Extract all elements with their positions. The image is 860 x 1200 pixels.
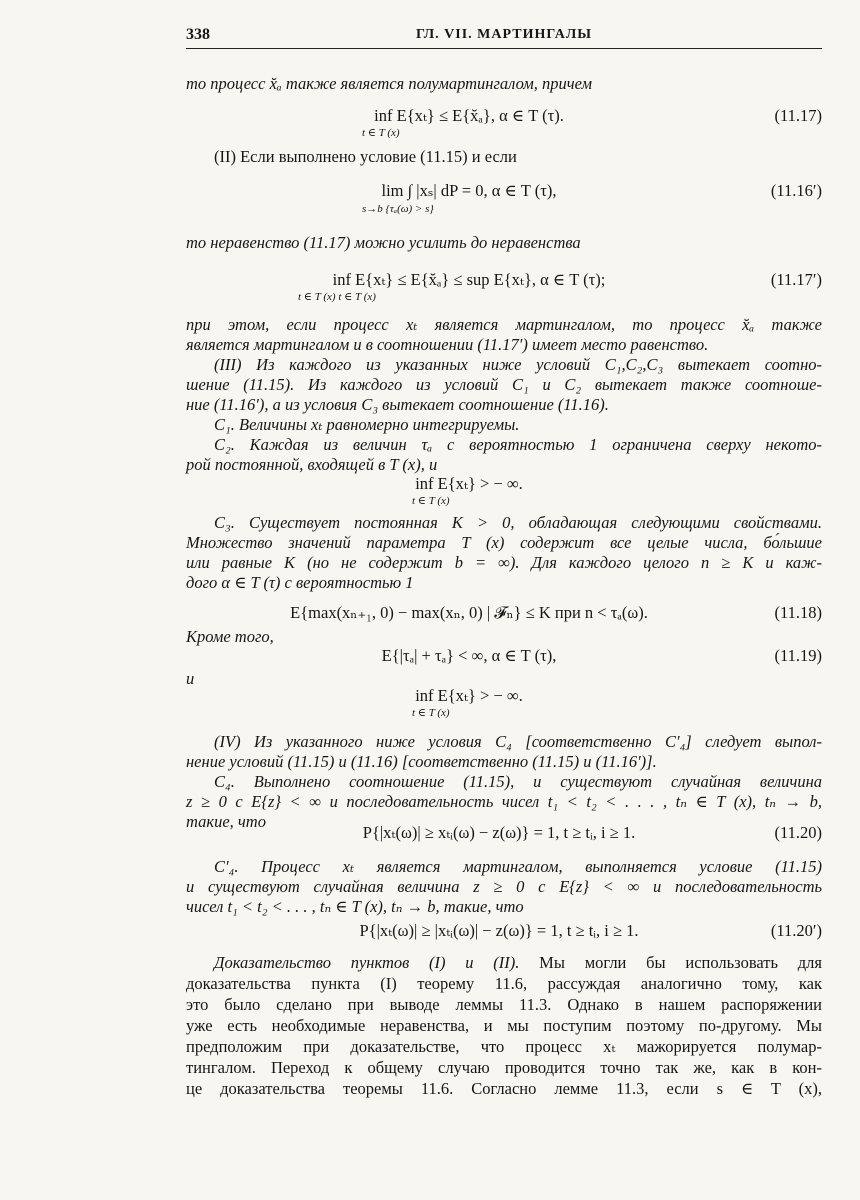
- equation-number: (11.20′): [770, 921, 822, 940]
- text-line: ние (11.16′), а из условия C₃ вытекает соотношение (11.16).: [186, 395, 609, 414]
- equation-subscript: t ∈ T (x) t ∈ T (x): [298, 291, 376, 303]
- proof-heading: Доказательство пунктов (I) и (II).: [214, 953, 520, 972]
- text-line: доказательства пункта (I) теорему 11.6, рассуждая аналогично тому, как: [186, 974, 822, 993]
- equation-body: P{|xₜ(ω)| ≥ xₜᵢ(ω) − z(ω)} = 1, t ≥ tᵢ, i ≥ 1.: [362, 823, 636, 842]
- text-line: (II) Если выполнено условие (11.15) и если: [214, 147, 517, 166]
- proof-text: Мы могли бы использовать для: [519, 953, 822, 972]
- text-line: C′₄. Процесс xₜ является мартингалом, выполняется условие (11.15): [214, 857, 822, 876]
- chapter-title: ГЛ. VII. МАРТИНГАЛЫ: [415, 27, 593, 42]
- equation-body: inf E{xₜ} ≤ E{x̆ₐ}, α ∈ T (τ).: [374, 106, 564, 125]
- equation-body: P{|xₜ(ω)| ≥ |xₜᵢ(ω)| − z(ω)} = 1, t ≥ tᵢ, i ≥ 1.: [359, 921, 639, 940]
- text-line: чисел t₁ < t₂ < . . . , tₙ ∈ T (x), tₙ → b, такие, что: [186, 897, 524, 916]
- text-line: то процесс x̆ₐ также является полумартингалом, причем: [186, 74, 593, 93]
- equation-body: inf E{xₜ} ≤ E{x̆ₐ} ≤ sup E{xₜ}, α ∈ T (τ);: [332, 270, 606, 289]
- text-line: шение (11.15). Из каждого из условий C₁ и C₂ вытекает также соотноше-: [186, 375, 822, 394]
- equation-number: (11.16′): [770, 181, 822, 200]
- text-line: такие, что: [186, 812, 266, 831]
- text-line: или равные K (но не содержит b = ∞). Для каждого целого n ≥ K и каж-: [186, 553, 822, 572]
- page-number: 338: [186, 26, 210, 43]
- equation-number: (11.19): [774, 646, 822, 665]
- text-line: це доказательства теоремы 11.6. Согласно лемме 11.3, если s ∈ T (x),: [186, 1079, 822, 1098]
- text-line: уже есть необходимые неравенства, и мы поступим поэтому по-другому. Мы: [186, 1016, 822, 1035]
- text-line: Кроме того,: [186, 627, 274, 646]
- equation-body: inf E{xₜ} > − ∞.: [415, 686, 523, 705]
- text-line: при этом, если процесс xₜ является мартингалом, то процесс x̆ₐ также: [186, 315, 822, 334]
- text-line: Множество значений параметра T (x) содержит все целые числа, бо́льшие: [186, 533, 822, 552]
- text-line: тингалом. Переход к общему случаю проводится точно так же, как в кон-: [186, 1058, 822, 1077]
- text-line: нение условий (11.15) и (11.16) [соответственно (11.15) и (11.16′)].: [186, 752, 657, 771]
- text-line: (IV) Из указанного ниже условия C₄ [соответственно C′₄] следует выпол-: [214, 732, 822, 751]
- proof-heading-line: [186, 952, 822, 973]
- text-line: это было сделано при выводе леммы 11.3. Однако в нашем распоряжении: [186, 995, 822, 1014]
- text-line: и: [186, 669, 195, 688]
- equation-body: lim ∫ |xₛ| dP = 0, α ∈ T (τ),: [381, 181, 557, 200]
- equation-subscript: t ∈ T (x): [412, 707, 450, 719]
- equation-subscript: t ∈ T (x): [412, 495, 450, 507]
- running-header: [186, 24, 822, 49]
- equation-body: inf E{xₜ} > − ∞.: [415, 474, 523, 493]
- equation-number: (11.18): [774, 603, 822, 622]
- equation-number: (11.17): [774, 106, 822, 125]
- text-line: C₃. Существует постоянная K > 0, обладающая следующими свойствами.: [214, 513, 822, 532]
- text-line: дого α ∈ T (τ) с вероятностью 1: [186, 573, 414, 592]
- equation-body: E{|τₐ| + τₐ} < ∞, α ∈ T (τ),: [381, 646, 557, 665]
- text-line: (III) Из каждого из указанных ниже условий C₁,C₂,C₃ вытекает соотно-: [214, 355, 822, 374]
- text-line: является мартингалом и в соотношении (11.17′) имеет место равенство.: [186, 335, 709, 354]
- text-line: предположим при доказательстве, что процесс xₜ мажорируется полумар-: [186, 1037, 822, 1056]
- text-line: и существуют случайная величина z ≥ 0 с E{z} < ∞ и последовательность: [186, 877, 822, 896]
- equation-number: (11.20): [774, 823, 822, 842]
- text-line: рой постоянной, входящей в T (x), и: [186, 455, 438, 474]
- text-line: C₄. Выполнено соотношение (11.15), и существуют случайная величина: [214, 772, 822, 791]
- equation-body: E{max(xₙ₊₁, 0) − max(xₙ, 0) | 𝓕ₙ} ≤ K при n < τₐ(ω).: [290, 603, 648, 622]
- equation-number: (11.17′): [770, 270, 822, 289]
- text-line: C₂. Каждая из величин τₐ с вероятностью 1 ограничена сверху некото-: [214, 435, 822, 454]
- text-line: то неравенство (11.17) можно усилить до неравенства: [186, 233, 581, 252]
- text-line: z ≥ 0 с E{z} < ∞ и последовательность чисел t₁ < t₂ < . . . , tₙ ∈ T (x), tₙ → b,: [186, 792, 822, 811]
- equation-subscript: s→b {τₐ(ω) > s}: [362, 203, 434, 215]
- equation-subscript: t ∈ T (x): [362, 127, 400, 139]
- text-line: C₁. Величины xₜ равномерно интегрируемы.: [214, 415, 520, 434]
